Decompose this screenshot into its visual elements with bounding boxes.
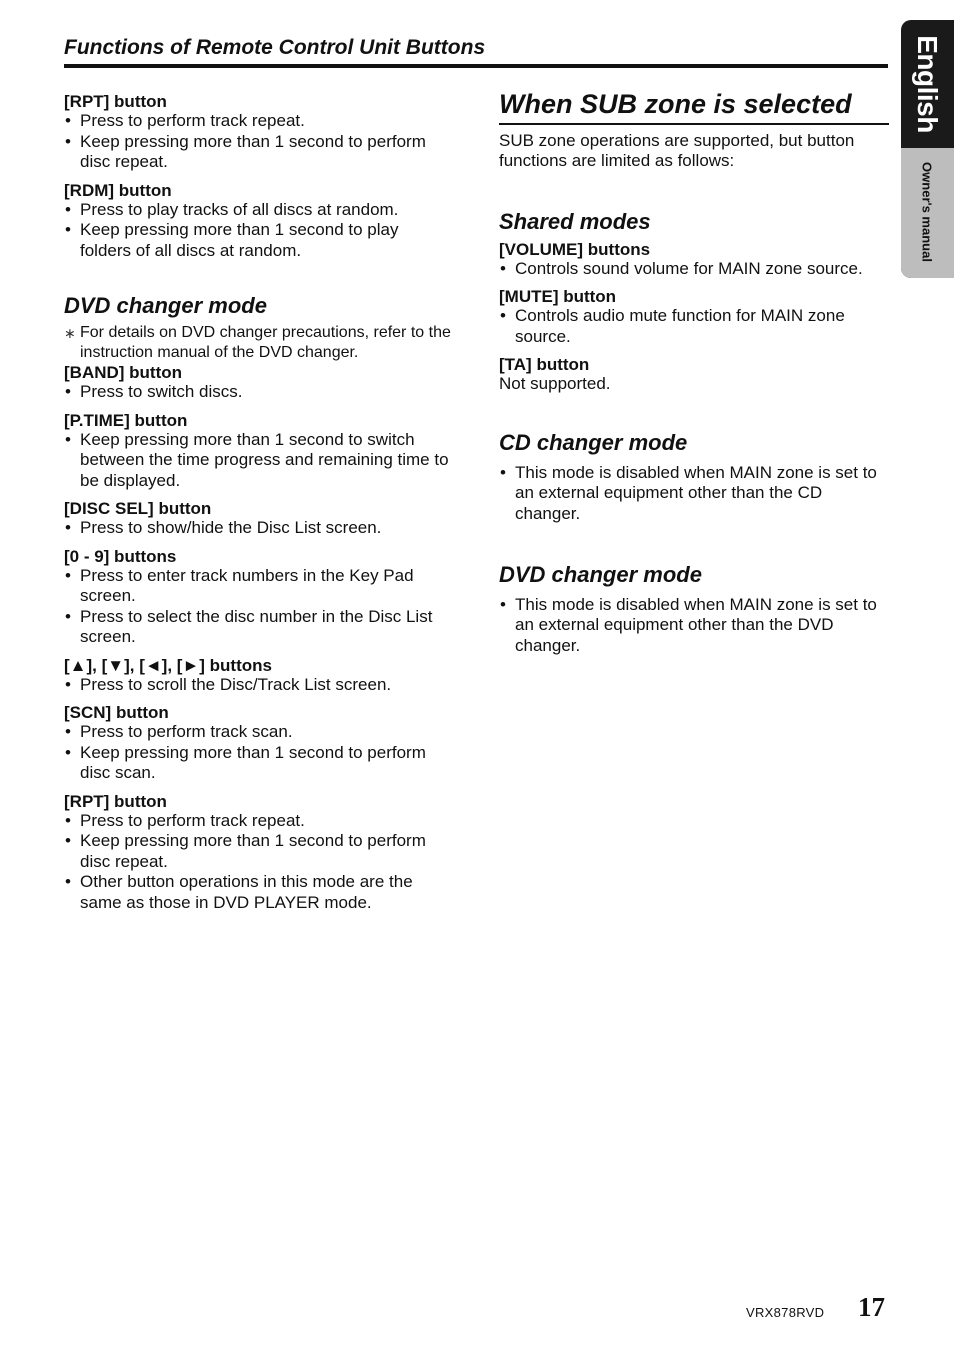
scn-button-section (64, 703, 454, 784)
cd-changer-list (499, 463, 889, 525)
ptime-button-section (64, 411, 454, 492)
page-header (64, 36, 888, 68)
number-buttons-label: [0 - 9] buttons (64, 546, 177, 566)
dvd-changer-sub-list (499, 595, 889, 657)
rpt-button-section (64, 92, 454, 173)
list-item: • Keep pressing more than 1 second to perform disc repeat. (64, 831, 454, 872)
page-number: 17 (858, 1292, 885, 1322)
discsel-button-list (64, 518, 454, 539)
list-item: • Keep pressing more than 1 second to switch between the time progress and remaining time to be displayed. (64, 430, 454, 492)
rpt-button-label: [RPT] button (64, 92, 167, 111)
ta-button-label: [TA] button (499, 355, 590, 375)
side-tab (901, 20, 954, 278)
number-buttons-section (64, 547, 454, 648)
dvd-changer-sub-section (499, 562, 889, 656)
list-item: • Keep pressing more than 1 second to perform disc scan. (64, 743, 454, 784)
left-column (64, 92, 454, 921)
discsel-button-label: [DISC SEL] button (64, 499, 212, 519)
rdm-button-section (64, 181, 454, 262)
arrow-buttons-label: [▲], [▼], [◄], [►] buttons (64, 655, 272, 675)
number-buttons-list (64, 566, 454, 648)
list-item: • Keep pressing more than 1 second to play folders of all discs at random. (64, 220, 454, 261)
rdm-button-label: [RDM] button (64, 180, 172, 200)
manual-label: Owner's manual (919, 162, 935, 262)
model-number: VRX878RVD (746, 1305, 825, 1320)
list-item: • Press to show/hide the Disc List screen. (64, 518, 454, 539)
list-item: • Controls audio mute function for MAIN zone source. (499, 306, 889, 347)
list-item: • Controls sound volume for MAIN zone source. (499, 259, 889, 280)
rpt-button-list-dvd (64, 811, 454, 914)
list-item: • This mode is disabled when MAIN zone is set to an external equipment other than the CD changer. (499, 463, 889, 525)
arrow-buttons-section (64, 656, 454, 696)
right-column (499, 88, 889, 656)
list-item: • Press to scroll the Disc/Track List screen. (64, 675, 454, 696)
rpt-button-list (64, 111, 454, 173)
dvd-changer-note: ∗ For details on DVD changer precautions, refer to the instruction manual of the DVD changer. (64, 323, 454, 363)
band-button-list (64, 382, 454, 403)
list-item: • Press to perform track scan. (64, 722, 454, 743)
scn-button-list (64, 722, 454, 784)
shared-modes-heading: Shared modes (499, 209, 651, 235)
band-button-label: [BAND] button (64, 363, 183, 383)
discsel-button-section (64, 499, 454, 539)
list-item: • Other button operations in this mode are the same as those in DVD PLAYER mode. (64, 872, 454, 913)
cd-changer-section (499, 430, 889, 524)
dvd-changer-heading: DVD changer mode (64, 293, 267, 318)
section-title: Functions of Remote Control Unit Buttons (64, 36, 486, 59)
mute-button-section (499, 287, 889, 347)
language-label: English (912, 35, 943, 133)
shared-modes-section (499, 209, 889, 394)
ptime-button-label: [P.TIME] button (64, 410, 188, 430)
language-tab (901, 20, 954, 148)
list-item: • Press to select the disc number in the Disc List screen. (64, 607, 454, 648)
volume-buttons-label: [VOLUME] buttons (499, 239, 651, 259)
list-item: • Press to perform track repeat. (64, 111, 454, 132)
list-item: • Press to play tracks of all discs at random. (64, 200, 454, 221)
list-item: • Press to perform track repeat. (64, 811, 454, 832)
volume-buttons-section (499, 240, 889, 280)
sub-zone-intro: SUB zone operations are supported, but button functions are limited as follows: (499, 131, 855, 171)
mute-button-list (499, 306, 889, 347)
band-button-section (64, 363, 454, 403)
list-item: • Press to enter track numbers in the Key Pad screen. (64, 566, 454, 607)
scn-button-label: [SCN] button (64, 703, 169, 723)
rdm-button-list (64, 200, 454, 262)
mute-button-label: [MUTE] button (499, 287, 617, 307)
ptime-button-list (64, 430, 454, 492)
list-item: • This mode is disabled when MAIN zone is set to an external equipment other than the DVD changer. (499, 595, 889, 657)
list-item: • Press to switch discs. (64, 382, 454, 403)
volume-buttons-list (499, 259, 889, 280)
cd-changer-heading: CD changer mode (499, 430, 688, 456)
rpt-button-section-dvd (64, 792, 454, 914)
dvd-changer-section (64, 293, 454, 363)
rpt-button-label: [RPT] button (64, 791, 167, 811)
manual-tab (901, 148, 954, 278)
ta-button-text: Not supported. (499, 374, 611, 394)
list-item: • Keep pressing more than 1 second to perform disc repeat. (64, 132, 454, 173)
sub-zone-title: When SUB zone is selected (499, 88, 889, 125)
ta-button-section (499, 355, 889, 394)
dvd-changer-sub-heading: DVD changer mode (499, 562, 702, 588)
arrow-buttons-list (64, 675, 454, 696)
